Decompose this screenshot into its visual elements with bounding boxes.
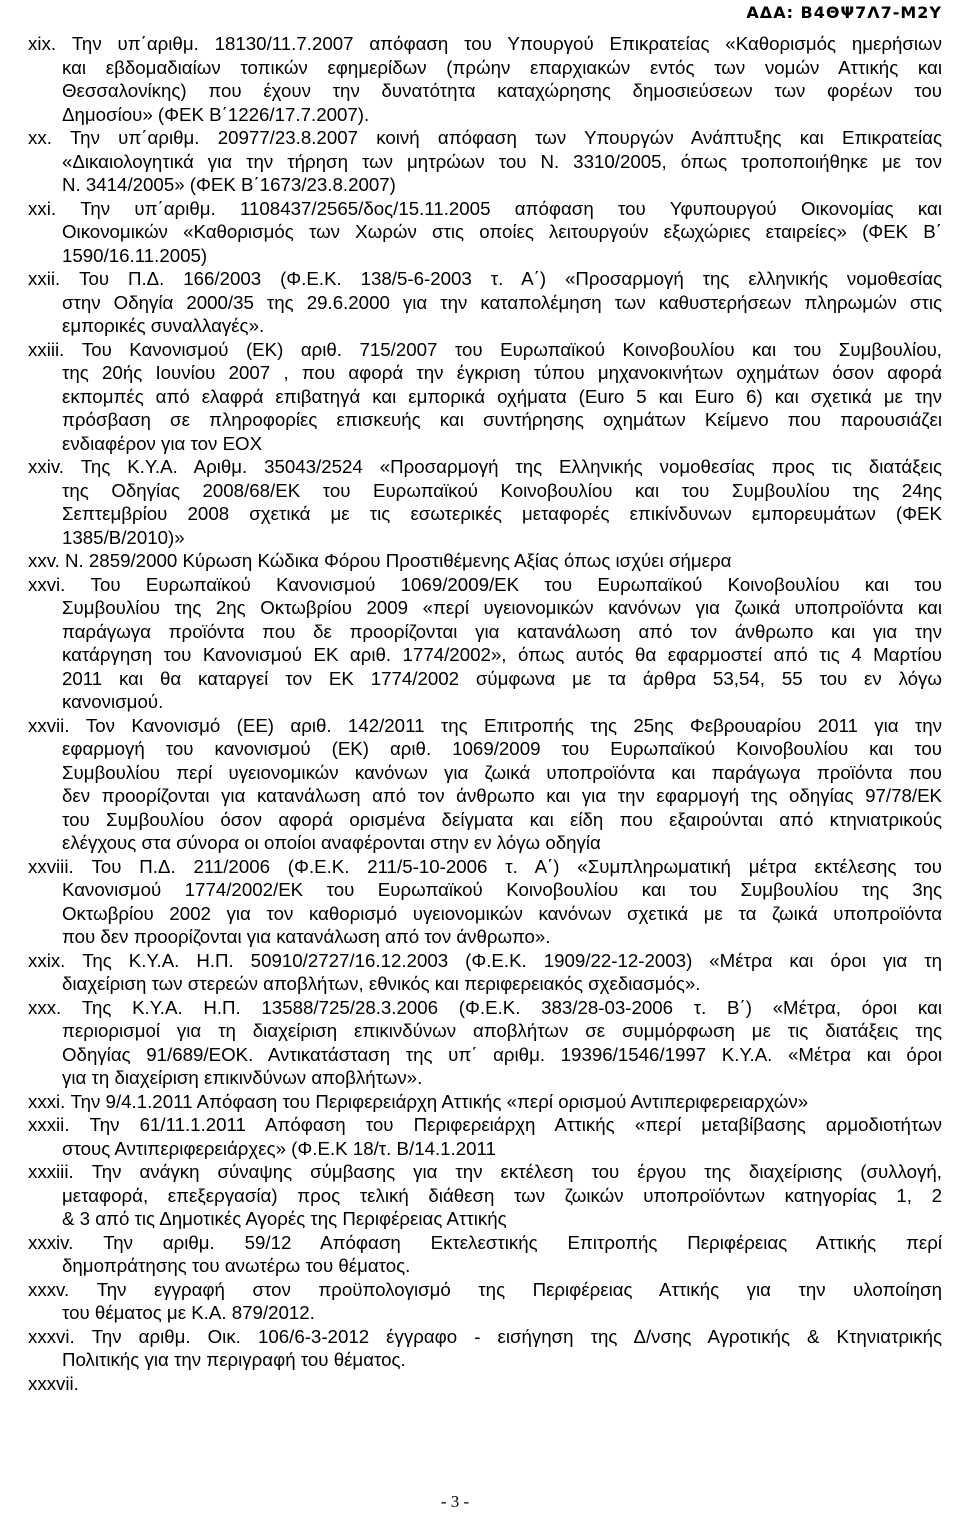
list-item — [28, 1090, 942, 1114]
item-line: 2011 και θα καταργεί τον ΕΚ 1774/2002 σύμφωνα με τα άρθρα 53,54, 55 του εν λόγω — [62, 667, 942, 689]
item-number: xxvii. — [28, 714, 86, 736]
item-line: εμπορικές συναλλαγές». — [62, 315, 265, 336]
page-number: - 3 - — [440, 1492, 470, 1511]
item-number: xxxiv. — [28, 1231, 104, 1253]
item-number: xxxiii. — [28, 1161, 92, 1182]
item-text: Την υπ΄αριθμ. 1108437/2565/δος/15.11.2005 απόφαση του Υφυπουργού Οικονομίας και — [80, 197, 942, 219]
item-text: Την αριθμ. Οικ. 106/6-3-2012 έγγραφο - εισήγηση της Δ/νσης Αγροτικής & Κτηνιατρικής — [91, 1325, 942, 1347]
list-item — [28, 714, 942, 855]
item-line: Σεπτεμβρίου 2008 σχετικά με τις εσωτερικές μεταφορές επικίνδυνων εμπορευμάτων (ΦΕΚ — [62, 503, 942, 524]
item-line: 1590/16.11.2005) — [62, 244, 208, 266]
list-item — [28, 949, 942, 996]
item-line: μεταφορά, επεξεργασία) προς τελική διάθεση των ζωικών υποπροϊόντων κατηγορίας 1, 2 — [62, 1184, 942, 1206]
item-number: xxvi. — [28, 573, 91, 595]
item-text: Την 9/4.1.2011 Απόφαση του Περιφερειάρχη Αττικής «περί ορισμού Αντιπεριφερειαρχών» — [70, 1090, 809, 1112]
item-line: ενδιαφέρον για τον ΕΟΧ — [62, 432, 263, 454]
list-item — [28, 1372, 942, 1396]
item-number: xxxii. — [28, 1114, 90, 1135]
list-item — [28, 573, 942, 714]
item-line: Δημοσίου» (ΦΕΚ Β΄1226/17.7.2007). — [62, 103, 370, 125]
item-line — [28, 949, 942, 973]
item-line — [28, 549, 942, 573]
item-line: Οκτωβρίου 2002 για τον καθορισμό υγειονομικών κανόνων σχετικά με τα ζωικά υποπροϊόντα — [62, 902, 942, 924]
item-text: Την αριθμ. 59/12 Απόφαση Εκτελεστικής Επιτροπής Περιφέρειας Αττικής περί — [103, 1231, 942, 1253]
item-line — [28, 855, 942, 879]
item-line — [28, 197, 942, 221]
item-line — [28, 1325, 942, 1349]
item-line: Κανονισμού 1774/2002/ΕΚ του Ευρωπαϊκού Κοινοβουλίου και του Συμβουλίου της 3ης — [62, 879, 942, 900]
item-line: παράγωγα προϊόντα που δε προορίζονται για κατανάλωση από τον άνθρωπο και για την — [62, 620, 942, 642]
list-item — [28, 1160, 942, 1231]
item-number: xxxvi. — [28, 1325, 92, 1347]
item-text: Του Ευρωπαϊκού Κανονισμού 1069/2009/ΕΚ του Ευρωπαϊκού Κοινοβουλίου και του — [90, 573, 942, 595]
item-line — [28, 1231, 942, 1255]
list-item — [28, 1325, 942, 1372]
item-line: 1385/Β/2010)» — [62, 526, 185, 548]
item-line — [28, 455, 942, 479]
list-item — [28, 1231, 942, 1278]
item-number: xxi. — [28, 197, 81, 219]
item-line: στους Αντιπεριφερειάρχες» (Φ.Ε.Κ 18/τ. Β/14.1.2011 — [62, 1137, 496, 1159]
item-line: κατάργηση του Κανονισμού ΕΚ αριθ. 1774/2002», όπως αυτός θα εφαρμοστεί από τις 4 Μαρτίου — [62, 644, 942, 665]
item-line: για τη διαχείριση επικινδύνων αποβλήτων». — [62, 1067, 423, 1088]
item-text: Την 61/11.1.2011 Απόφαση του Περιφερειάρχη Αττικής «περί μεταβίβασης αρμοδιοτήτων — [89, 1114, 942, 1135]
item-number: xxxi. — [28, 1090, 71, 1112]
item-line: δεν προορίζονται για κατανάλωση από τον άνθρωπο και για την εφαρμογή της οδηγίας 97/78/ΕΚ — [62, 785, 942, 806]
ada-code: ΑΔΑ: Β4ΘΨ7Λ7-Μ2Υ — [746, 3, 942, 22]
item-line — [28, 1090, 942, 1114]
item-line: του Συμβουλίου όσον αφορά ορισμένα δείγματα και είδη που εξαιρούνται από κτηνιατρικούς — [62, 808, 942, 830]
list-item — [28, 1113, 942, 1160]
item-line — [28, 1160, 942, 1184]
item-text: Την εγγραφή στον προϋπολογισμό της Περιφέρειας Αττικής για την υλοποίηση — [96, 1278, 942, 1300]
item-line: «Δικαιολογητικά για την τήρηση των μητρώων του Ν. 3310/2005, όπως τροποποιήθηκε με τον — [62, 150, 942, 172]
item-line: Θεσσαλονίκης) που έχουν την δυνατότητα καταχώρησης δημοσιεύσεων των φορέων του — [62, 80, 942, 101]
item-number: xxxv. — [28, 1278, 97, 1300]
item-line: Οδηγίας 91/689/ΕΟΚ. Αντικατάσταση της υπ΄ αριθμ. 19396/1546/1997 Κ.Υ.Α. «Μέτρα και όροι — [62, 1043, 942, 1065]
item-line — [28, 338, 942, 362]
item-text: Ν. 2859/2000 Κύρωση Κώδικα Φόρου Προστιθέμενης Αξίας όπως ισχύει σήμερα — [65, 550, 732, 571]
item-line: της Οδηγίας 2008/68/ΕΚ του Ευρωπαϊκού Κοινοβουλίου και του Συμβουλίου της 24ης — [62, 479, 942, 501]
item-text: Του Π.Δ. 166/2003 (Φ.Ε.Κ. 138/5-6-2003 τ. Α΄) «Προσαρμογή της ελληνικής νομοθεσίας — [79, 268, 943, 289]
item-line: Συμβουλίου της 2ης Οκτωβρίου 2009 «περί υγειονομικών κανόνων για ζωικά υποπροϊόντα και — [62, 597, 942, 618]
item-line — [28, 1113, 942, 1137]
item-line — [28, 32, 942, 56]
item-text: Την υπ΄αριθμ. 20977/23.8.2007 κοινή απόφαση των Υπουργών Ανάπτυξης και Επικρατείας — [70, 127, 942, 148]
item-line: Συμβουλίου περί υγειονομικών κανόνων για ζωικά υποπροϊόντα και παράγωγα προϊόντα που — [62, 761, 942, 783]
item-line — [28, 996, 942, 1020]
item-line: περιορισμοί για τη διαχείριση επικινδύνων αποβλήτων σε συμμόρφωση με τις διατάξεις της — [62, 1020, 942, 1041]
list-item — [28, 32, 942, 126]
list-item — [28, 126, 942, 197]
list-item — [28, 549, 942, 573]
item-line: Οικονομικών «Καθορισμός των Χωρών στις οποίες λειτουργούν εξωχώριες εταιρείες» (ΦΕΚ Β΄ — [62, 221, 942, 242]
item-line: Πολιτικής για την περιγραφή του θέματος. — [62, 1349, 406, 1370]
list-item — [28, 1278, 942, 1325]
item-number: xxviii. — [28, 855, 92, 877]
item-line — [28, 267, 942, 291]
item-line: εφαρμογή του κανονισμού (ΕΚ) αριθ. 1069/2009 του Ευρωπαϊκού Κοινοβουλίου και του — [62, 738, 942, 759]
item-line: ελέγχους στα σύνορα οι οποίοι αναφέρονται στην εν λόγω οδηγία — [62, 832, 601, 853]
list-item — [28, 267, 942, 338]
item-number: xxii. — [28, 268, 80, 289]
item-line: στην Οδηγία 2000/35 της 29.6.2000 για την καταπολέμηση των καθυστερήσεων πληρωμών στις — [62, 291, 942, 313]
item-number: xxiv. — [28, 456, 81, 477]
item-line: του θέματος με Κ.Α. 879/2012. — [62, 1302, 315, 1323]
item-line: και εβδομαδιαίων τοπικών εφημερίδων (πρώην επαρχιακών εντός των νομών Αττικής και — [62, 56, 942, 78]
document-body — [28, 32, 942, 1395]
item-text: Τον Κανονισμό (ΕΕ) αριθ. 142/2011 της Επιτροπής της 25ης Φεβρουαρίου 2011 για την — [85, 714, 943, 736]
item-line: πρόσβαση σε πληροφορίες επισκευής και συντήρησης οχημάτων Κείμενο που παρουσιάζει — [62, 409, 942, 430]
item-text: Του Κανονισμού (ΕΚ) αριθ. 715/2007 του Ευρωπαϊκού Κοινοβουλίου και του Συμβουλίου, — [81, 338, 942, 360]
item-line: κανονισμού. — [62, 691, 164, 712]
item-line — [28, 1278, 942, 1302]
item-text: Της Κ.Υ.Α. Η.Π. 50910/2727/16.12.2003 (Φ.Ε.Κ. 1909/22-12-2003) «Μέτρα και όροι για τη — [82, 949, 942, 971]
item-number: xx. — [28, 127, 71, 148]
item-line — [28, 714, 942, 738]
item-number: xxx. — [28, 996, 82, 1018]
item-line: Ν. 3414/2005» (ΦΕΚ Β΄1673/23.8.2007) — [62, 174, 396, 195]
list-item — [28, 996, 942, 1090]
item-number: xxxvii. — [28, 1372, 79, 1394]
item-text: Την υπ΄αριθμ. 18130/11.7.2007 απόφαση του Υπουργού Επικρατείας «Καθορισμός ημερήσιων — [71, 33, 942, 54]
item-line — [28, 126, 942, 150]
item-number: xxv. — [28, 550, 66, 571]
item-text: Της Κ.Υ.Α. Η.Π. 13588/725/28.3.2006 (Φ.Ε.Κ. 383/28-03-2006 τ. Β΄) «Μέτρα, όροι και — [81, 996, 942, 1018]
item-number: xxix. — [28, 949, 83, 971]
item-number: xix. — [28, 33, 72, 54]
list-item — [28, 455, 942, 549]
item-line: διαχείριση των στερεών αποβλήτων, εθνικός και περιφερειακός σχεδιασμός». — [62, 973, 701, 994]
item-line: δημοπράτησης του ανωτέρω του θέματος. — [62, 1255, 411, 1276]
item-line — [28, 573, 942, 597]
list-item — [28, 338, 942, 456]
item-line: της 20ής Ιουνίου 2007 , που αφορά την έγκριση τύπου μηχανοκινήτων οχημάτων όσον αφορά — [62, 362, 942, 383]
item-line: εκπομπές από ελαφρά επιβατηγά και εμπορικά οχήματα (Euro 5 και Euro 6) και σχετικά με την — [62, 385, 942, 407]
item-line: & 3 από τις Δημοτικές Αγορές της Περιφέρειας Αττικής — [62, 1208, 507, 1229]
item-text: Της Κ.Υ.Α. Αριθμ. 35043/2524 «Προσαρμογή της Ελληνικής νομοθεσίας προς τις διατάξεις — [80, 456, 943, 477]
item-line: που δεν προορίζονται για κατανάλωση από τον άνθρωπο». — [62, 926, 551, 947]
item-number: xxiii. — [28, 338, 82, 360]
list-item — [28, 197, 942, 268]
item-text: Του Π.Δ. 211/2006 (Φ.Ε.Κ. 211/5-10-2006 τ. Α΄) «Συμπληρωματική μέτρα εκτέλεσης του — [91, 855, 942, 877]
item-text: Την ανάγκη σύναψης σύμβασης για την εκτέλεση του έργου της διαχείρισης (συλλογή, — [91, 1161, 942, 1182]
list-item — [28, 855, 942, 949]
